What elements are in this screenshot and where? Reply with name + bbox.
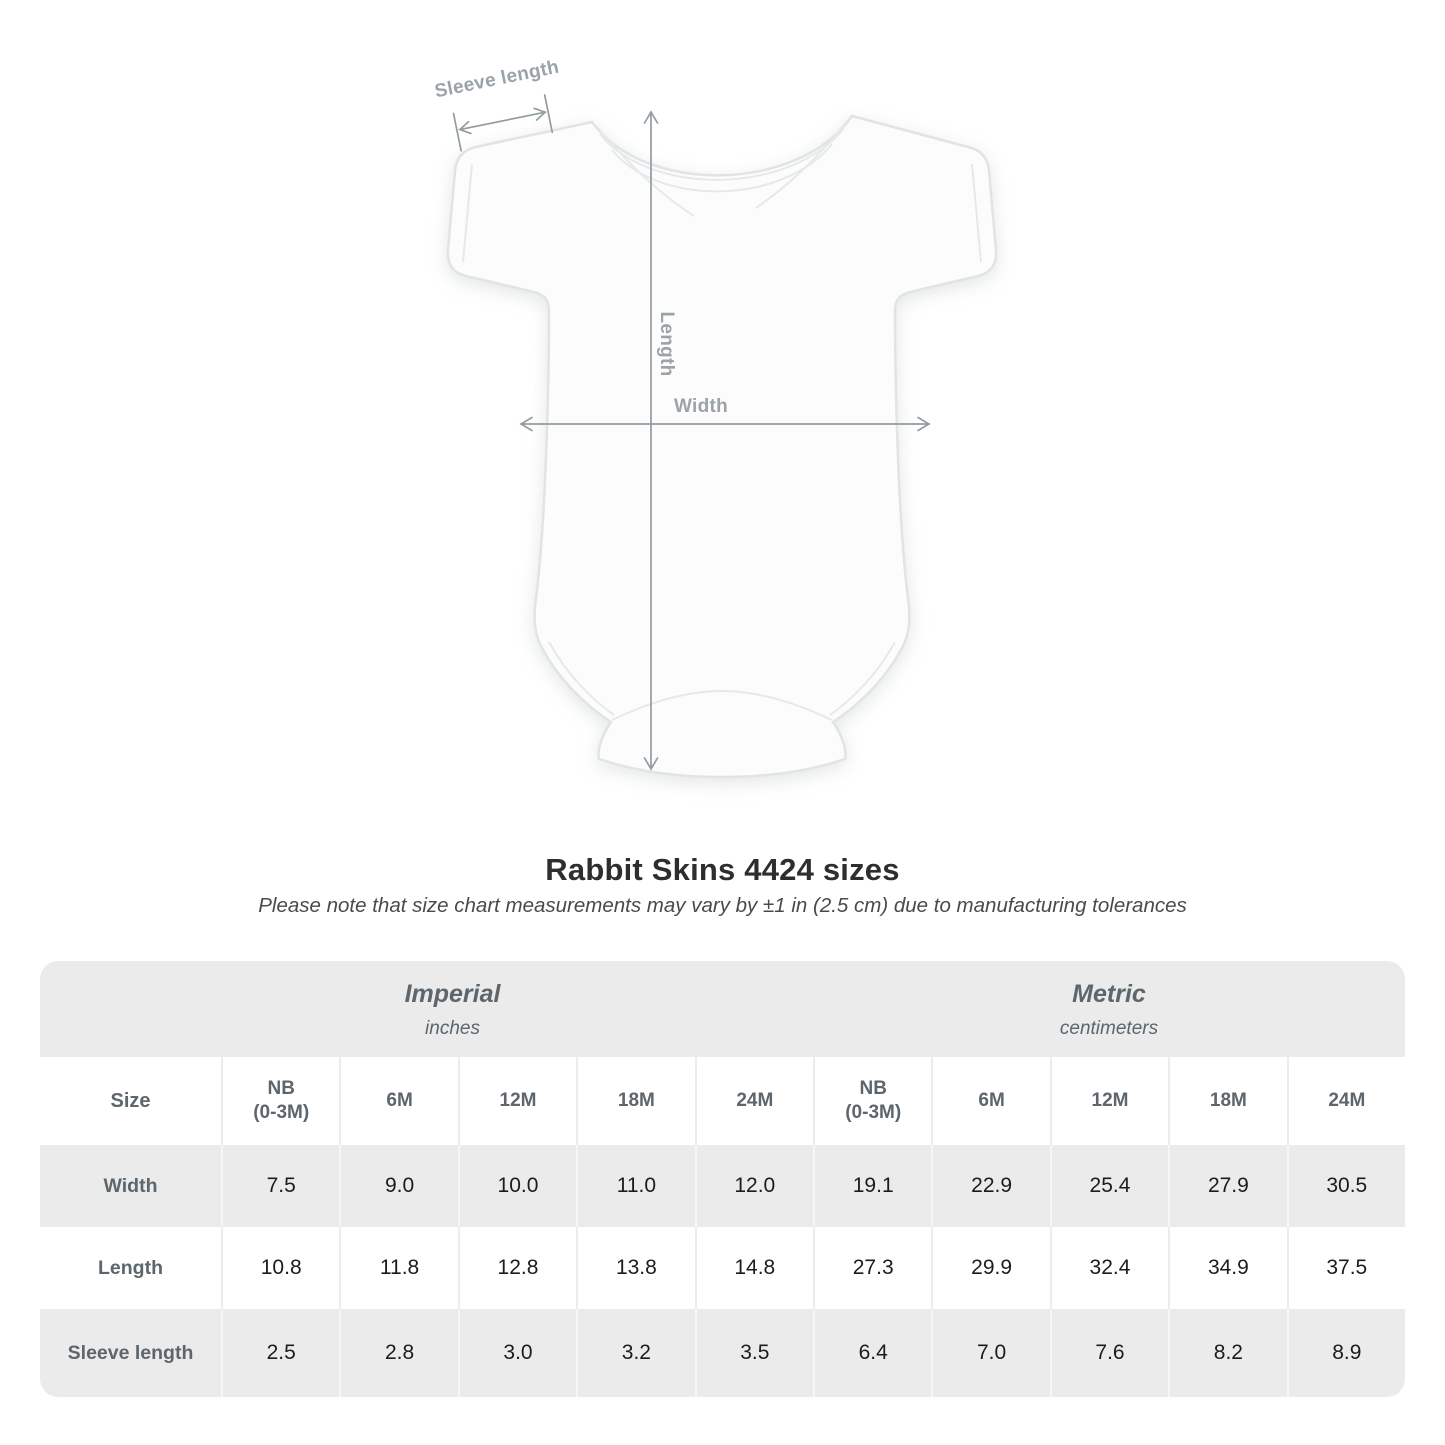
unit-header-row — [40, 961, 1405, 1057]
column-header: 6M — [931, 1057, 1049, 1145]
row-label: Width — [103, 1174, 158, 1197]
table-cell: 25.4 — [1050, 1145, 1168, 1227]
table-cell: 30.5 — [1287, 1145, 1405, 1227]
column-header: NB (0-3M) — [221, 1057, 339, 1145]
table-cell: 11.0 — [576, 1145, 694, 1227]
table-cell: 2.8 — [339, 1309, 457, 1397]
table-cell: 7.5 — [221, 1145, 339, 1227]
bodysuit-silhouette — [448, 116, 996, 777]
table-cell: 34.9 — [1168, 1227, 1286, 1309]
table-cell: 3.0 — [458, 1309, 576, 1397]
column-header: 6M — [339, 1057, 457, 1145]
table-cell: 10.0 — [458, 1145, 576, 1227]
table-row-length — [40, 1227, 1405, 1309]
table-cell: 8.9 — [1287, 1309, 1405, 1397]
column-header: 24M — [695, 1057, 813, 1145]
column-header: 18M — [1168, 1057, 1286, 1145]
tolerance-note: Please note that size chart measurements may vary by ±1 in (2.5 cm) due to manufacturing tolerances — [258, 894, 1187, 917]
table-cell: 8.2 — [1168, 1309, 1286, 1397]
table-cell: 32.4 — [1050, 1227, 1168, 1309]
table-cell: 27.3 — [813, 1227, 931, 1309]
table-cell: 12.8 — [458, 1227, 576, 1309]
table-row-sleeve-length — [40, 1309, 1405, 1397]
table-cell: 7.0 — [931, 1309, 1049, 1397]
page-title: Rabbit Skins 4424 sizes — [545, 852, 900, 887]
metric-unit: centimeters — [1059, 1018, 1159, 1039]
size-header-row — [40, 1057, 1405, 1145]
size-column-header: Size — [110, 1089, 151, 1112]
table-cell: 10.8 — [221, 1227, 339, 1309]
table-cell: 37.5 — [1287, 1227, 1405, 1309]
table-row-width — [40, 1145, 1405, 1227]
sleeve-length-label: Sleeve length — [432, 56, 561, 103]
table-cell: 22.9 — [931, 1145, 1049, 1227]
table-cell: 12.0 — [695, 1145, 813, 1227]
imperial-unit: inches — [425, 1018, 480, 1039]
imperial-header — [40, 961, 813, 1057]
row-label: Length — [98, 1256, 163, 1279]
length-label: Length — [656, 311, 677, 377]
column-header: 18M — [576, 1057, 694, 1145]
table-cell: 6.4 — [813, 1309, 931, 1397]
row-label: Sleeve length — [67, 1341, 194, 1364]
table-cell: 9.0 — [339, 1145, 457, 1227]
table-cell: 19.1 — [813, 1145, 931, 1227]
table-cell: 29.9 — [931, 1227, 1049, 1309]
column-header: NB (0-3M) — [813, 1057, 931, 1145]
table-cell: 27.9 — [1168, 1145, 1286, 1227]
imperial-title: Imperial — [404, 980, 501, 1008]
column-header: 24M — [1287, 1057, 1405, 1145]
table-cell: 3.2 — [576, 1309, 694, 1397]
table-cell: 3.5 — [695, 1309, 813, 1397]
column-header: 12M — [458, 1057, 576, 1145]
size-table — [40, 961, 1405, 1397]
column-header: 12M — [1050, 1057, 1168, 1145]
table-cell: 11.8 — [339, 1227, 457, 1309]
width-label: Width — [673, 396, 729, 417]
table-cell: 14.8 — [695, 1227, 813, 1309]
metric-header — [813, 961, 1405, 1057]
table-cell: 7.6 — [1050, 1309, 1168, 1397]
table-cell: 13.8 — [576, 1227, 694, 1309]
table-cell: 2.5 — [221, 1309, 339, 1397]
metric-title: Metric — [1072, 980, 1146, 1008]
